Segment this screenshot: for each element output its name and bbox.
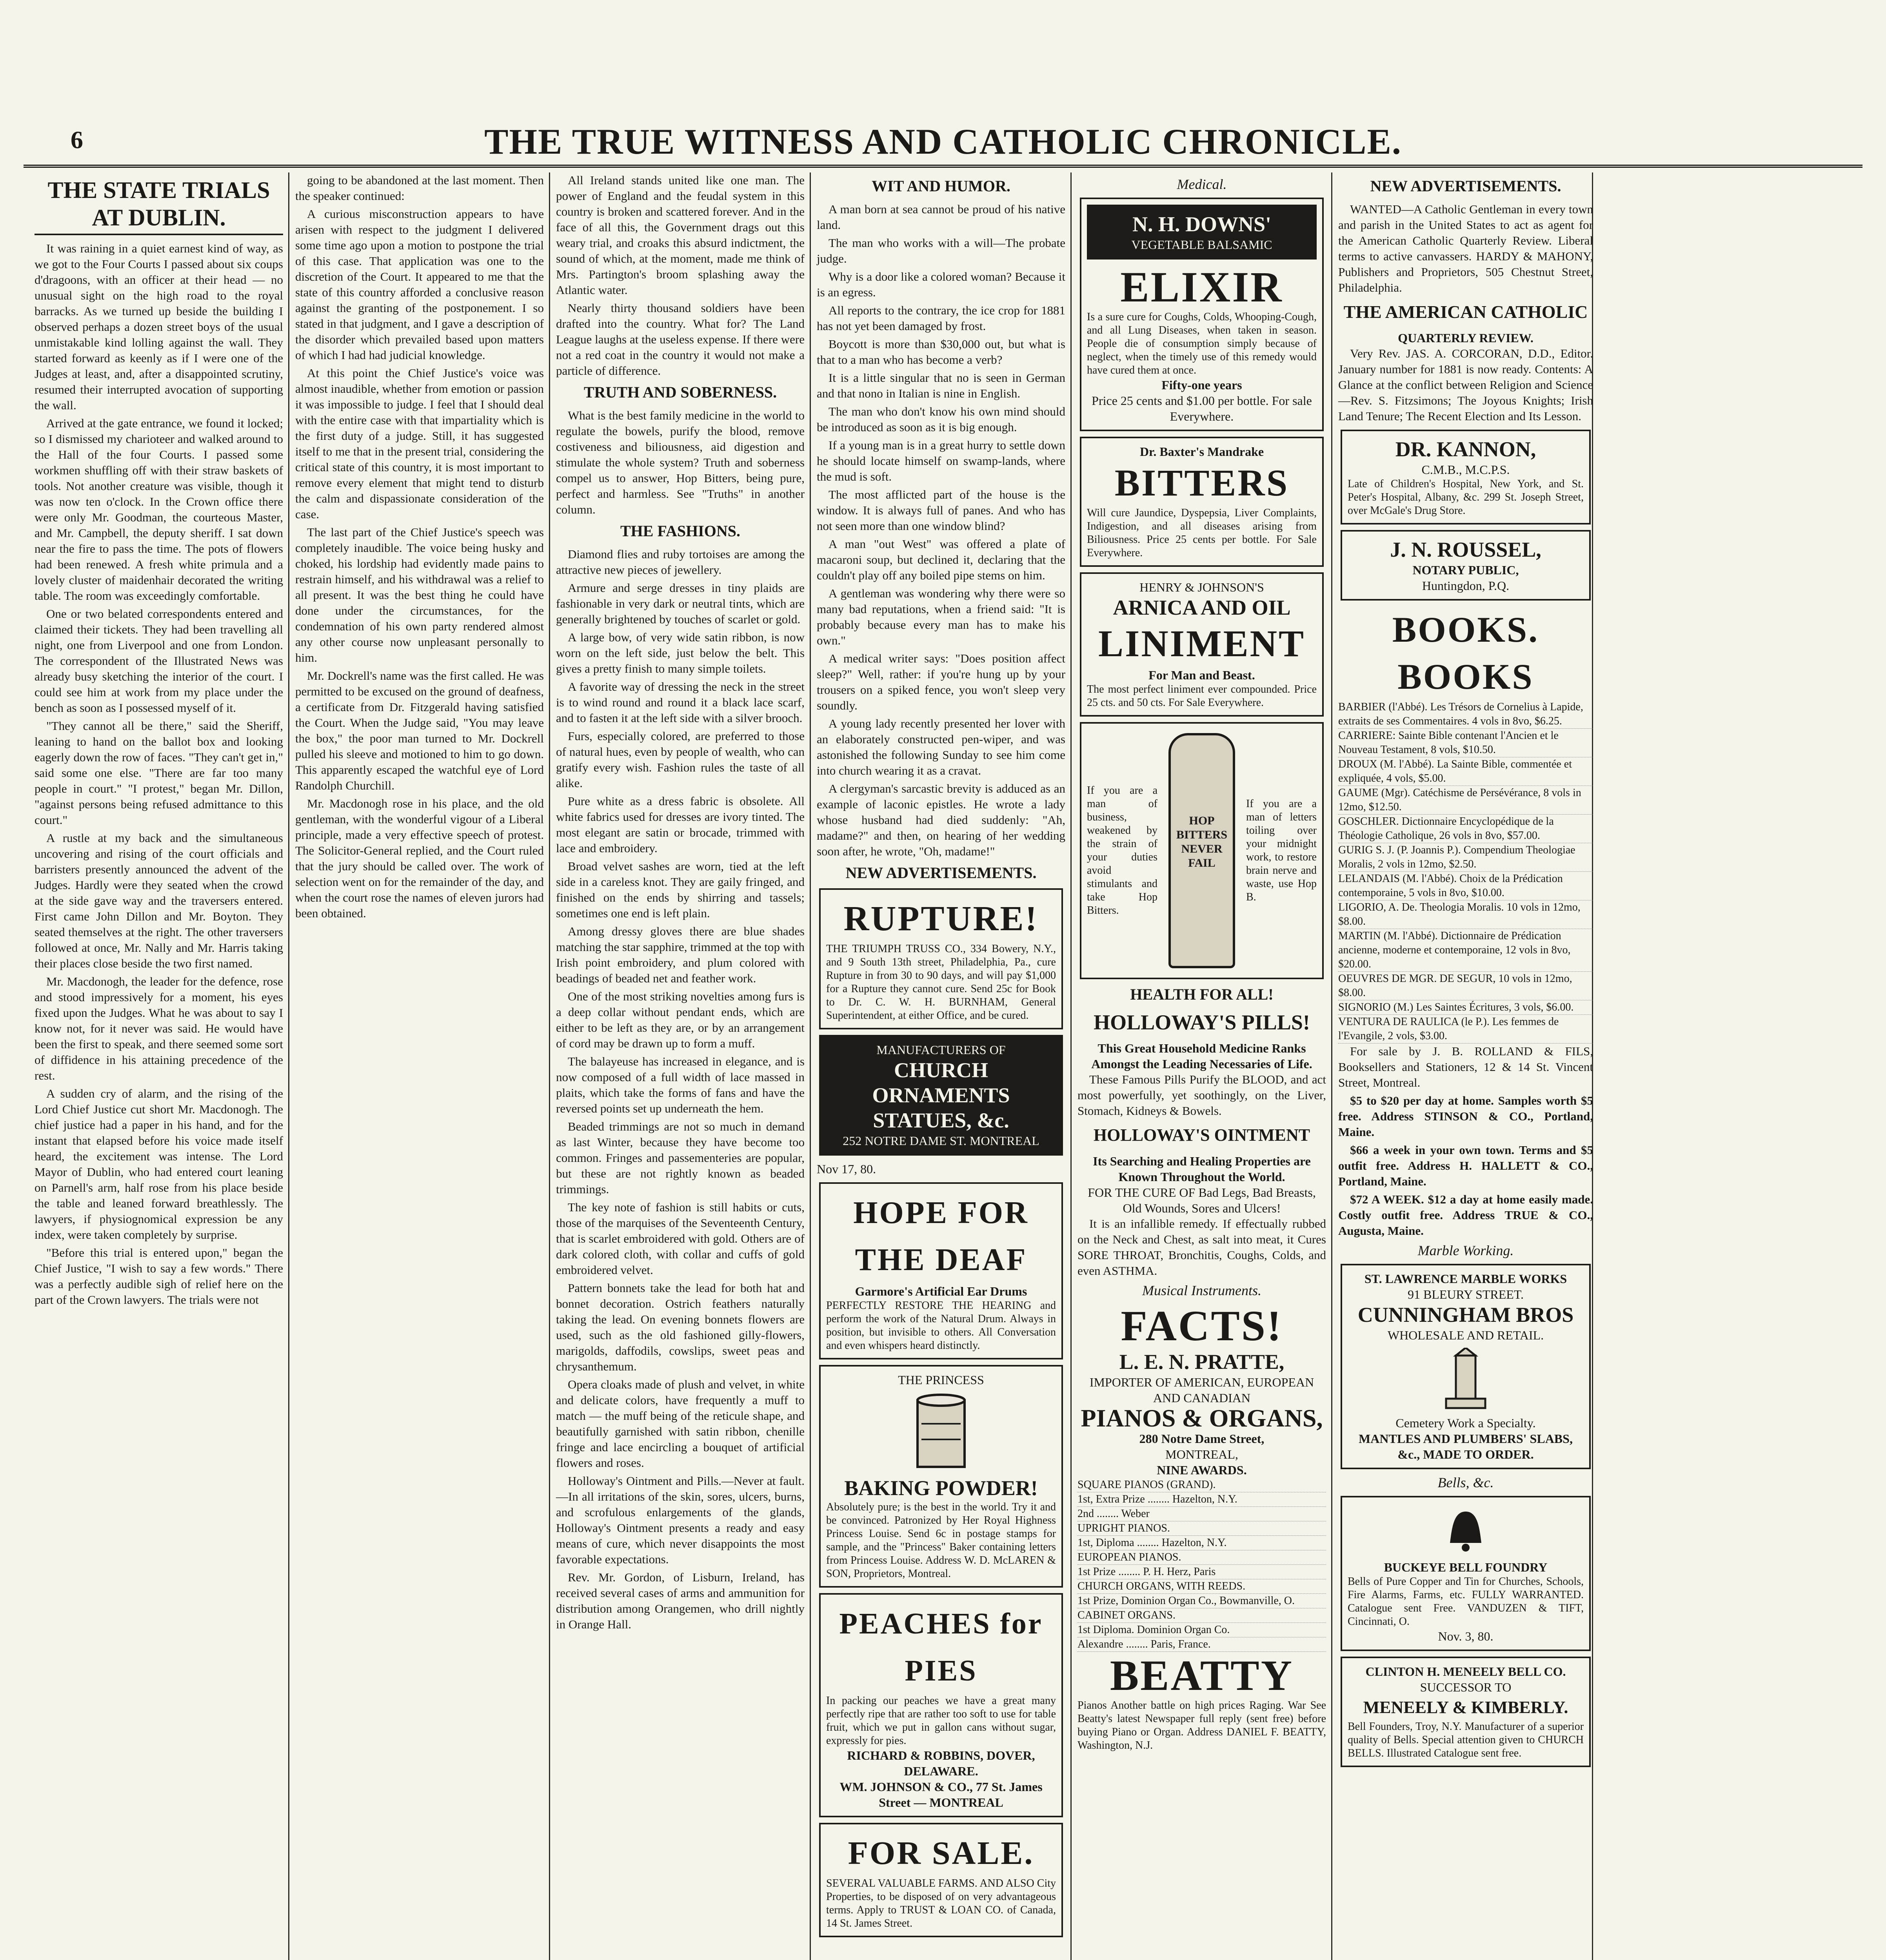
marble-firm: CUNNINGHAM BROS: [1357, 1303, 1574, 1327]
article-paragraph: Mr. Macdonogh, the leader for the defence, rose and stood impressively for a moment, his eyes fixed upon the Judges. What he was about to say I know not, for it never was said. He would have been the first to speak, and there seemed some sort of diffidence in his attaining precedence of the rest.: [35, 975, 283, 1082]
article-paragraph: going to be abandoned at the last moment. Then the speaker continued:: [295, 173, 544, 203]
liniment-title: ARNICA AND OIL: [1113, 596, 1291, 619]
fashion-item: Opera cloaks made of plush and velvet, in white and delicate colors, have frequently a muff to match — the muff being of the reticule shape, and beautifully garnished with satin ribbon, chenille fringe and lace encircling a bouquet of artificial flowers and roses.: [556, 1377, 805, 1470]
joke-item: Why is a door like a colored woman? Because it is an egress.: [817, 270, 1065, 299]
column-rule: [810, 172, 811, 1960]
fashion-item: A favorite way of dressing the neck in the street is to wind round and round it a black lace scarf, and to fasten it at the left side with a silver brooch.: [556, 680, 805, 725]
article-paragraph: "They cannot all be there," said the Sheriff, leaning to hand on the ballot box and looking eagerly down the row of faces. "They can't get in," said some one else. "There are far too many people in court." "I protest," began Mr. Dillon, "against persons being refused admittance to this court.": [35, 719, 283, 827]
award-item: 2nd ........ Weber: [1077, 1507, 1326, 1521]
hop-right-text: If you are a man of letters toiling over your midnight work, to restore brain nerve and waste, use Hop B.: [1246, 798, 1317, 903]
fashion-item: Beaded trimmings are not so much in demand as last Winter, because they have become too common. Fringes and passementeries are popular, but these are not rightly known as beaded trimmings.: [556, 1120, 805, 1196]
award-item: EUROPEAN PIANOS.: [1077, 1550, 1326, 1565]
column-rule: [1331, 172, 1332, 1960]
baking-powder-can-icon: [910, 1392, 972, 1471]
joke-item: A gentleman was wondering why there were so many bad reputations, when a friend said: "It is probably because every man has to make his own.": [817, 586, 1065, 647]
pratte-city: MONTREAL,: [1165, 1447, 1238, 1461]
meneely-sub: SUCCESSOR TO: [1420, 1680, 1512, 1694]
section-label-musical: Musical Instruments.: [1142, 1283, 1261, 1298]
book-item: GURIG S. J. (P. Joannis P.). Compendium Theologiae Moralis, 2 vols in 12mo, $2.50.: [1338, 843, 1593, 872]
books-heading: BOOKS. BOOKS: [1392, 610, 1539, 697]
joke-item: The man who don't know his own mind should be introduced as soon as it is big enough.: [817, 405, 1065, 434]
holloway-ointment-cure: FOR THE CURE OF Bad Legs, Bad Breasts, Old Wounds, Sores and Ulcers!: [1088, 1185, 1316, 1215]
peaches-ad-agent: WM. JOHNSON & CO., 77 St. James Street — MONTREAL: [839, 1780, 1043, 1809]
downs-maker: N. H. DOWNS': [1132, 212, 1272, 236]
review-text: Very Rev. JAS. A. CORCORAN, D.D., Editor. January number for 1881 is now ready. Contents: A Glance at the conflict between Religion and Science—Rev. S. Fitzsimons; The Joyous Knights; Irish Land Tenure; The Recent Election and Its Lesson.: [1338, 347, 1593, 423]
award-item: 1st, Diploma ........ Hazelton, N.Y.: [1077, 1536, 1326, 1550]
column-4: [814, 172, 1068, 1960]
book-item: SIGNORIO (M.) Les Saintes Écritures, 3 vols, $6.00.: [1338, 1000, 1593, 1015]
peaches-ad-text: In packing our peaches we have a great many perfectly ripe that are rather too soft to use for table fruit, which we put in gallon cans without sugar, expressly for pies.: [826, 1695, 1056, 1747]
pratte-sub: IMPORTER OF AMERICAN, EUROPEAN AND CANADIAN: [1089, 1375, 1314, 1405]
joke-item: A man born at sea cannot be proud of his native land.: [817, 202, 1065, 232]
marble-text: Cemetery Work a Specialty.: [1395, 1416, 1536, 1430]
section-label-medical: Medical.: [1177, 176, 1227, 192]
roussel-ad: [1341, 530, 1591, 601]
article-paragraph: All Ireland stands united like one man. The power of England and the feudal system in this country is broken and scattered forever. And in the face of all this, the Government drags out this weary trial, and croaks this absurd indictment, the sound of which, at the moment, made me think of Mrs. Partington's broom splashing away the Atlantic water.: [556, 173, 805, 297]
church-ad-address: 252 NOTRE DAME ST. MONTREAL: [843, 1134, 1039, 1148]
holloway-pills-title: HOLLOWAY'S PILLS!: [1094, 1011, 1310, 1034]
award-item: Alexandre ........ Paris, France.: [1077, 1637, 1326, 1652]
holloway-pills-text: These Famous Pills Purify the BLOOD, and act most powerfully, yet soothingly, on the Liver, Stomach, Kidneys & Bowels.: [1077, 1073, 1326, 1118]
money-ad: $5 to $20 per day at home. Samples worth $5 free. Address STINSON & CO., Portland, Maine.: [1338, 1094, 1593, 1139]
baxter-name: BITTERS: [1114, 462, 1289, 504]
joke-item: If a young man is in a great hurry to settle down he should locate himself on swamp-lands, where the mud is soft.: [817, 438, 1065, 483]
column-6: [1335, 172, 1862, 1960]
pratte-address: 280 Notre Dame Street,: [1139, 1432, 1265, 1446]
marble-items: MANTLES AND PLUMBERS' SLABS, &c., MADE TO ORDER.: [1359, 1432, 1573, 1461]
baxter-title: Dr. Baxter's Mandrake: [1139, 445, 1264, 459]
deaf-ad-text: PERFECTLY RESTORE THE HEARING and perform the work of the Natural Drum. Always in position, but invisible to others. All Conversation and even whispers heard distinctly.: [826, 1299, 1056, 1352]
baxter-bitters-ad: [1080, 437, 1324, 567]
article-paragraph: Mr. Dockrell's name was the first called. He was permitted to be excused on the ground of deafness, a certificate from Dr. Fitzgerald having satisfied the Court. When the Judge said, "You may leave the box," the poor man turned to Mr. Dockrell pulled his sleeve and motioned to him to go down. This apparently escaped the watchful eye of Lord Randolph Churchill.: [295, 669, 544, 792]
kannon-text: Late of Children's Hospital, New York, and St. Peter's Hospital, Albany, &c. 299 St. Joseph Street, over McGale's Drug Store.: [1348, 478, 1584, 517]
money-ad: $66 a week in your own town. Terms and $5 outfit free. Address H. HALLETT & CO., Portland, Maine.: [1338, 1143, 1593, 1188]
bell-icon: [1442, 1508, 1489, 1555]
deaf-ad-title: HOPE FOR THE DEAF: [853, 1196, 1029, 1277]
award-item: CABINET ORGANS.: [1077, 1608, 1326, 1623]
book-item: CARRIERE: Sainte Bible contenant l'Ancien et le Nouveau Testament, 8 vols, $10.50.: [1338, 729, 1593, 757]
column-2: [292, 172, 547, 1960]
section-heading-new-ads: NEW ADVERTISEMENTS.: [845, 864, 1037, 882]
for-sale-text: SEVERAL VALUABLE FARMS. AND ALSO City Properties, to be disposed of on very advantageous terms. Apply to TRUST & LOAN CO. of Canada, 14 St. James Street.: [826, 1877, 1056, 1929]
roussel-name: J. N. ROUSSEL,: [1390, 538, 1541, 561]
holloway-note: Holloway's Ointment and Pills.—Never at fault.—In all irritations of the skin, sores, ulcers, burns, and scrofulous enlargements of the glands, Holloway's Ointment presents a ready and easy means of cure, which never disappoints the most favorable expectations.: [556, 1474, 805, 1566]
marble-address: 91 BLEURY STREET.: [1408, 1287, 1524, 1301]
holloway-ointment-sub: Its Searching and Healing Properties are Known Throughout the World.: [1093, 1154, 1311, 1184]
buckeye-date: Nov. 3, 80.: [1438, 1629, 1494, 1643]
downs-text: Is a sure cure for Coughs, Colds, Whooping-Cough, and all Lung Diseases, when taken in season. People die of consumption simply because of neglect, when the timely use of this remedy would have cured them at once.: [1087, 311, 1317, 376]
bottle-icon: [1168, 733, 1235, 968]
section-label-new-ads: NEW ADVERTISEMENTS.: [1370, 177, 1561, 195]
column-6-inner: [1338, 176, 1593, 1767]
award-item: 1st, Extra Prize ........ Hazelton, N.Y.: [1077, 1492, 1326, 1507]
article-paragraph: At this point the Chief Justice's voice was almost inaudible, whether from emotion or passion it was impossible to judge. I feel that I should deal with the entire case with that impartiality which is the first duty of a judge. Still, it has suggested itself to me that in the present trial, considering the critical state of this country, it is most important to remove every element that might tend to disturb the calm and dispassionate consideration of the case.: [295, 366, 544, 521]
downs-price: Price 25 cents and $1.00 per bottle. For sale Everywhere.: [1092, 394, 1312, 423]
book-item: GAUME (Mgr). Catéchisme de Persévérance, 8 vols in 12mo, $12.50.: [1338, 786, 1593, 815]
beatty-text: Pianos Another battle on high prices Raging. War See Beatty's latest Newspaper full reply (sent free) before buying Piano or Organ. Address DANIEL F. BEATTY, Washington, N.J.: [1077, 1699, 1326, 1751]
fashion-item: Armure and serge dresses in tiny plaids are fashionable in very dark or neutral tints, which are generally brightened by touches of scarlet or gold.: [556, 581, 805, 626]
fashion-item: The balayeuse has increased in elegance, and is now composed of a full width of lace massed in plaits, which take the forms of fans and have the reversed points set up underneath the hem.: [556, 1054, 805, 1115]
article-headline: THE STATE TRIALS AT DUBLIN.: [35, 176, 283, 235]
marble-title: ST. LAWRENCE MARBLE WORKS: [1364, 1272, 1567, 1286]
joke-item: The man who works with a will—The probate judge.: [817, 236, 1065, 265]
column-1: [31, 172, 286, 1960]
hop-bitters-ad: [1080, 722, 1324, 979]
meneely-text: Bell Founders, Troy, N.Y. Manufacturer of a superior quality of Bells. Special attention given to CHURCH BELLS. Illustrated Catalogue sent free.: [1348, 1720, 1584, 1759]
wanted-ad: WANTED—A Catholic Gentleman in every town and parish in the United States to act as agent for the American Catholic Quarterly Review. Liberal terms to active canvassers. HARDY & MAHONY, Publishers and Proprietors, 505 Chestnut Street, Philadelphia.: [1338, 202, 1593, 294]
award-item: 1st Prize, Dominion Organ Co., Bowmanville, O.: [1077, 1594, 1326, 1608]
kannon-sub: C.M.B., M.C.P.S.: [1421, 463, 1510, 477]
fashion-item: Diamond flies and ruby tortoises are among the attractive new pieces of jewellery.: [556, 547, 805, 577]
fashion-item: Broad velvet sashes are worn, tied at the left side in a careless knot. They are gaily fringed, and finished on the ends by shirring and tassels; sometimes one end is left plain.: [556, 859, 805, 920]
joke-item: All reports to the contrary, the ice crop for 1881 has not yet been damaged by frost.: [817, 303, 1065, 333]
newspaper-title: THE TRUE WITNESS AND CATHOLIC CHRONICLE.: [484, 122, 1402, 162]
award-item: UPRIGHT PIANOS.: [1077, 1521, 1326, 1536]
church-ad-title: CHURCH ORNAMENTS: [872, 1058, 1010, 1107]
kannon-name: DR. KANNON,: [1395, 437, 1536, 461]
rupture-title: RUPTURE!: [843, 899, 1039, 938]
holloway-health-head: HEALTH FOR ALL!: [1130, 985, 1274, 1003]
joke-item: The most afflicted part of the house is the window. It is always full of panes. And who has not seen more than one window blind?: [817, 488, 1065, 533]
meneely-big: MENEELY & KIMBERLY.: [1363, 1698, 1568, 1717]
article-paragraph: A sudden cry of alarm, and the rising of the Lord Chief Justice cut short Mr. Macdonogh. The chief justice had a paper in his hand, and for the instant that elapsed before his voice made itself heard, the excitement was intense. The Lord Mayor of Dublin, who had entered court leaning on Parnell's arm, half rose from his place beside the table and leaned forward breathlessly. The lawyers, if physiognomical expression be any index, were taken completely by surprise.: [35, 1087, 283, 1241]
liniment-ad: [1080, 572, 1324, 717]
baking-ad-text: Absolutely pure; is the best in the world. Try it and be convinced. Patronized by Her Royal Highness Princess Louise. Send 6c in postage stamps for sample, and the "Princess" Baker containing letters from Princess Louise. Address W. D. McLAREN & SON, Proprietors, Montreal.: [826, 1501, 1056, 1580]
hop-left-text: If you are a man of business, weakened by the strain of your duties avoid stimulants and take Hop Bitters.: [1087, 784, 1157, 916]
article-paragraph: A rustle at my back and the simultaneous uncovering and rising of the court officials and barristers presently announced the advent of the Judges. Hardly were they seated when the crowd at the side gave way and the traversers entered. First came John Dillon and Mr. Boyton. They seated themselves at the right. The other traversers followed at once, Mr. Nally and Mr. Harris taking their places close beside the two first named.: [35, 831, 283, 970]
book-list: [1338, 700, 1593, 1044]
buckeye-bell-ad: [1341, 1496, 1591, 1651]
buckeye-text: Bells of Pure Copper and Tin for Churches, Schools, Fire Alarms, Farms, etc. FULLY WARRANTED. Catalogue sent Free. VANDUZEN & TIFT, Cincinnati, O.: [1348, 1575, 1584, 1628]
review-title: THE AMERICAN CATHOLIC: [1343, 302, 1588, 322]
for-sale-title: FOR SALE.: [848, 1835, 1034, 1871]
pratte-big: PIANOS & ORGANS,: [1081, 1404, 1323, 1432]
money-ad: $72 A WEEK. $12 a day at home easily made. Costly outfit free. Address TRUE & CO., Augusta, Maine.: [1338, 1192, 1593, 1238]
truth-paragraph: What is the best family medicine in the world to regulate the bowels, purify the blood, remove costiveness and biliousness, aid digestion and stimulate the whole system? Truth and soberness compel us to answer, Hop Bitters, being pure, perfect and harmless. See "Truths" in another column.: [556, 408, 805, 516]
pratte-name: L. E. N. PRATTE,: [1119, 1350, 1285, 1374]
column-rule: [1070, 172, 1072, 1960]
joke-item: A man "out West" was offered a plate of macaroni soup, but declined it, declaring that the couldn't play off any boiled pipe stems on him.: [817, 537, 1065, 582]
roussel-town: Huntingdon, P.Q.: [1422, 579, 1510, 593]
marble-sub: WHOLESALE AND RETAIL.: [1387, 1328, 1544, 1342]
holloway-pills-sub: This Great Household Medicine Ranks Amongst the Leading Necessaries of Life.: [1091, 1041, 1312, 1071]
baxter-text: Will cure Jaundice, Dyspepsia, Liver Complaints, Indigestion, and all diseases arising from Biliousness. Price 25 cents per bottle. For Sale Everywhere.: [1087, 507, 1317, 559]
joke-item: A medical writer says: "Does position affect sleep?" Well, rather: if you're hung up by your trousers on a spiked fence, you won't sleep very soundly.: [817, 652, 1065, 712]
award-item: 1st Prize ........ P. H. Herz, Paris: [1077, 1565, 1326, 1579]
book-item: OEUVRES DE MGR. DE SEGUR, 10 vols in 12mo, $8.00.: [1338, 972, 1593, 1000]
kannon-ad: [1341, 430, 1591, 524]
church-ornaments-ad: [819, 1035, 1063, 1156]
column-5: [1074, 172, 1329, 1960]
peaches-ad-firm: RICHARD & ROBBINS, DOVER, DELAWARE.: [847, 1748, 1035, 1778]
holloway-ointment-text: It is an infallible remedy. If effectually rubbed on the Neck and Chest, as salt into meat, it Cures SORE THROAT, Bronchitis, Coughs, Colds, and even ASTHMA.: [1077, 1217, 1326, 1278]
article-paragraph: It was raining in a quiet earnest kind of way, as we got to the Four Courts I passed about six coups d'dragoons, with an officer at their head — no unusual sight on the high road to the royal barracks. As we turned up beside the building I observed perhaps a dozen street boys of the usual unmistakable kind lolling against the wall. They started forward as keenly as if I were one of the Judges at least, and, after a disappointed scrutiny, resumed their interrupted avocation of supporting the wall.: [35, 241, 283, 412]
church-ad-date: Nov 17, 80.: [817, 1162, 876, 1176]
joke-item: A young lady recently presented her lover with an elaborately constructed pen-wiper, and was astonished the following Sunday to see him come into church wearing it as a cravat.: [817, 717, 1065, 777]
buckeye-title: BUCKEYE BELL FOUNDRY: [1384, 1560, 1548, 1574]
award-item: 1st Diploma. Dominion Organ Co.: [1077, 1623, 1326, 1637]
hop-bottle-wrap: [1161, 729, 1242, 972]
article-paragraph: A curious misconstruction appears to have arisen with respect to the judgment I delivered some time ago upon a motion to postpone the trial of this case. That application was one to the discretion of the Court. It appeared to me that the state of this country afforded a conclusive reason against the granting of the postponement. I so stated in that judgment, and I gave a description of the disorder which prevailed based upon matters of which I had had judicial knowledge.: [295, 207, 544, 362]
pratte-awards-head: NINE AWARDS.: [1157, 1463, 1247, 1477]
book-item: VENTURA DE RAULICA (le P.). Les femmes de l'Evangile, 2 vols, $3.00.: [1338, 1015, 1593, 1044]
downs-maker-box: [1087, 205, 1317, 260]
article-paragraph: Arrived at the gate entrance, we found it locked; so I dismissed my charioteer and walked around to the Hall of the four Courts. I passed some workmen shuffling off with their straw baskets of tools. Not another creature was visible, though it was now ten o'clock. In the Crown office there were only Mr. Goodman, the courteous Master, and Mr. Campbell, the deputy sheriff. I sat down near the fire to pass the time. The pots of flowers had been renewed. A fresh white primula and a lovely cluster of maidenhair decorated the writing table. The room was exceedingly comfortable.: [35, 416, 283, 603]
liniment-name: LINIMENT: [1098, 622, 1306, 664]
book-item: BARBIER (l'Abbé). Les Trésors de Cornelius à Lapide, extraits de ses Commentaires. 4 vols in 8vo, $6.25.: [1338, 700, 1593, 729]
section-label-bells: Bells, &c.: [1437, 1475, 1494, 1490]
beatty-heading: BEATTY: [1110, 1651, 1294, 1699]
section-label-marble: Marble Working.: [1417, 1243, 1514, 1258]
rupture-ad: [819, 888, 1063, 1029]
book-item: LELANDAIS (M. l'Abbé). Choix de la Prédication contemporaine, 5 vols in 8vo, $10.00.: [1338, 872, 1593, 900]
baking-ad-label: THE PRINCESS: [898, 1373, 984, 1387]
book-firm: For sale by J. B. ROLLAND & FILS, Booksellers and Stationers, 12 & 14 St. Vincent Street, Montreal.: [1338, 1044, 1593, 1089]
column-3: [553, 172, 808, 1960]
joke-item: A clergyman's sarcastic brevity is adduced as an example of laconic epistles. He wrote a lady whose husband had died suddenly: "Ah, madame?" and then, on hearing of her wedding soon after, he wrote, "Oh, madame!": [817, 782, 1065, 858]
book-item: LIGORIO, A. De. Theologia Moralis. 10 vols in 12mo, $8.00.: [1338, 900, 1593, 929]
hop-bottle-label: HOP BITTERS: [1176, 814, 1228, 841]
meneely-bell-ad: [1341, 1657, 1591, 1767]
downs-elixir-ad: [1080, 198, 1324, 431]
article-paragraph: Mr. Macdonogh rose in his place, and the old gentleman, with the wonderful vigour of a Liberal principle, made a very effective speech of protest. The Solicitor-General replied, and the Court ruled that the jury should be called over. The work of selection went on for the remainder of the day, and when the court rose the names of eleven jurors had been obtained.: [295, 797, 544, 920]
fashion-item: Among dressy gloves there are blue shades matching the star sapphire, trimmed at the top with Irish point embroidery, and plum colored with beadings of beaded net and feather work.: [556, 924, 805, 985]
section-heading-truth: TRUTH AND SOBERNESS.: [583, 383, 777, 401]
book-item: MARTIN (M. l'Abbé). Dictionnaire de Prédication ancienne, moderne et contemporaine, 12 vols in 8vo, $20.00.: [1338, 929, 1593, 972]
section-heading-wit: WIT AND HUMOR.: [872, 177, 1010, 195]
article-paragraph: The last part of the Chief Justice's speech was completely inaudible. The voice being husky and choked, his lordship had evidently made pains to restrain himself, and his withdrawal was a relief to all present. It was the best thing he could have done under the circumstances, for the condemnation of his own party rendered almost any other course now unpleasant personally to him.: [295, 525, 544, 664]
deaf-ad-sub: Garmore's Artificial Ear Drums: [855, 1284, 1027, 1298]
fashion-item: A large bow, of very wide satin ribbon, is now worn on the left side, just below the belt. This gives a pretty finish to many simple toilets.: [556, 630, 805, 675]
liniment-text: The most perfect liniment ever compounded. Price 25 cts. and 50 cts. For Sale Everywhere.: [1087, 683, 1317, 709]
hop-never-fail: NEVER FAIL: [1181, 842, 1223, 869]
liniment-maker: HENRY & JOHNSON'S: [1139, 580, 1264, 594]
deaf-ad: [819, 1182, 1063, 1359]
news-note: Rev. Mr. Gordon, of Lisburn, Ireland, has received several cases of arms and ammunition for distribution among Orangemen, who drill nightly in Orange Hall.: [556, 1570, 805, 1631]
downs-sub: VEGETABLE BALSAMIC: [1131, 238, 1272, 252]
column-rule: [549, 172, 550, 1960]
downs-name: ELIXIR: [1120, 263, 1283, 311]
column-rule: [288, 172, 289, 1960]
church-ad-statues: STATUES, &c.: [873, 1109, 1009, 1132]
liniment-sub: For Man and Beast.: [1148, 668, 1255, 682]
holloway-ointment-title: HOLLOWAY'S OINTMENT: [1093, 1125, 1310, 1145]
fashion-item: One of the most striking novelties among furs is a deep collar without pendant ends, which are either to be left as they are, or by an arrangement of cord may be drawn up to form a muff.: [556, 989, 805, 1050]
article-paragraph: One or two belated correspondents entered and claimed their tickets. They had been travelling all night, one from Liverpool and one from London. The correspondent of the Illustrated News was already busy sketching the interior of the court. I could see him at work from my place under the bench as soon as I possessed myself of it.: [35, 607, 283, 715]
book-item: GOSCHLER. Dictionnaire Encyclopédique de la Théologie Catholique, 26 vols in 8vo, $57.00.: [1338, 815, 1593, 843]
joke-item: Boycott is more than $30,000 out, but what is that to a man who has become a verb?: [817, 337, 1065, 367]
roussel-sub: NOTARY PUBLIC,: [1412, 563, 1519, 577]
peaches-ad-title: PEACHES for PIES: [839, 1607, 1043, 1687]
fashion-item: The key note of fashion is still habits or cuts, those of the marquises of the Seventeenth Century, that is scarlet embroidered with gold. Others are of dark colored cloth, with collar and cuffs of gold embroidered velvet.: [556, 1200, 805, 1277]
baking-powder-ad: [819, 1365, 1063, 1588]
review-sub: QUARTERLY REVIEW.: [1398, 331, 1534, 345]
fashion-item: Pure white as a dress fabric is obsolete. All white fabrics used for dresses are ivory tinted. The most elegant are satin or brocade, trimmed with lace and embroidery.: [556, 794, 805, 855]
marble-works-ad: [1341, 1264, 1591, 1469]
fashion-item: Pattern bonnets take the lead for both hat and bonnet decoration. Ostrich feathers naturally taking the lead. On evening bonnets flowers are used, such as the old fashioned gilly-flowers, marigolds, daffodils, cowslips, sweet peas and chrysanthemum.: [556, 1281, 805, 1373]
page-number: 6: [71, 126, 83, 154]
pratte-awards-list: [1077, 1478, 1326, 1652]
award-item: SQUARE PIANOS (GRAND).: [1077, 1478, 1326, 1492]
joke-item: It is a little singular that no is seen in German and that nono in Italian is nine in English.: [817, 371, 1065, 400]
meneely-title: CLINTON H. MENEELY BELL CO.: [1365, 1664, 1566, 1679]
monument-icon: [1438, 1348, 1493, 1410]
rupture-text: THE TRIUMPH TRUSS CO., 334 Bowery, N.Y., and 9 South 13th street, Philadelphia, Pa., cure Rupture in from 30 to 90 days, and will pay $1,000 for a Rupture they cannot cure. Send 25c for Book to Dr. C. W. H. BURNHAM, General Superintendent, at either Office, and be cured.: [826, 943, 1056, 1022]
award-item: CHURCH ORGANS, WITH REEDS.: [1077, 1579, 1326, 1594]
peaches-ad: [819, 1593, 1063, 1817]
article-paragraph: "Before this trial is entered upon," began the Chief Justice, "I wish to say a few words." There was a perfectly audible sigh of relief here on the part of the Crown lawyers. The trials were not: [35, 1246, 283, 1307]
church-ad-line: MANUFACTURERS OF: [876, 1043, 1006, 1057]
baking-ad-title: BAKING POWDER!: [844, 1476, 1038, 1500]
section-heading-fashions: THE FASHIONS.: [620, 522, 740, 540]
article-paragraph: Nearly thirty thousand soldiers have been drafted into the country. What for? The Land League laughs at the useless expense. If there were not a red coat in the country it would not make a particle of difference.: [556, 301, 805, 377]
for-sale-ad: [819, 1823, 1063, 1937]
facts-heading: FACTS!: [1121, 1302, 1283, 1350]
masthead: [24, 118, 1862, 168]
fashion-item: Furs, especially colored, are preferred to those of natural hues, even by people of wealth, who can gratify every wish. Fashion rules the taste of all alike.: [556, 729, 805, 790]
downs-years: Fifty-one years: [1161, 378, 1242, 392]
book-item: DROUX (M. l'Abbé). La Sainte Bible, commentée et expliquée, 4 vols, $5.00.: [1338, 757, 1593, 786]
